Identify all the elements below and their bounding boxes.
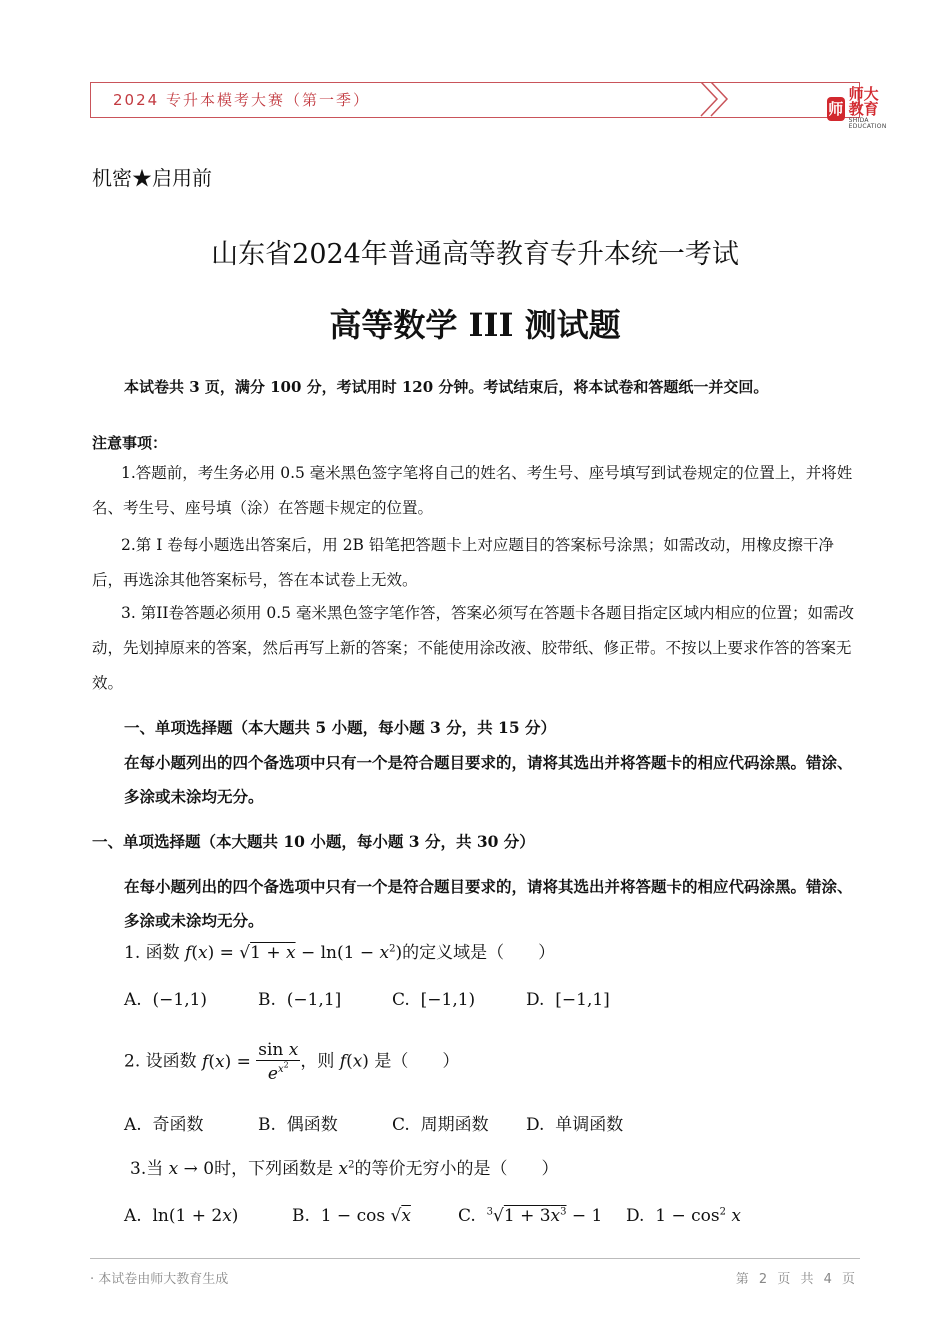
notes-heading: 注意事项： <box>92 434 168 452</box>
question-2-prefix: 2. 设函数 <box>124 1051 197 1072</box>
header-banner <box>90 82 887 130</box>
question-3-middle: 时，下列函数是 <box>214 1159 334 1179</box>
question-3-prefix: 3.当 <box>130 1159 164 1179</box>
question-2-suffix: 是（ ） <box>374 1051 460 1072</box>
q3-option-c[interactable]: C. $^3√1 + 3x^3 - 1$ <box>458 1206 603 1226</box>
note-item-1: 1.答题前，考生务必用 0.5 毫米黑色签字笔将自己的姓名、考生号、座号填写到试卷规定的位置上，并将姓名、考生号、座号填（涂）在答题卡规定的位置。 <box>92 464 853 517</box>
note-item-3: 3. 第II卷答题必须用 0.5 毫米黑色签字笔作答，答案必须写在答题卡各题目指定区域内相应的位置；如需改动，先划掉原来的答案，然后再写上新的答案；不能使用涂改液、胶带纸、修正带。不按以上要求作答的答案无效。 <box>92 604 854 692</box>
footer-left: · 本试卷由师大教育生成 <box>90 1272 229 1287</box>
page-number: 第 2 页 共 4 页 <box>735 1272 858 1287</box>
q3-option-a[interactable]: A. ln(1 + 2x) <box>124 1206 239 1226</box>
section-a-instruction: 在每小题列出的四个备选项中只有一个是符合题目要求的，请将其选出并将答题卡的相应代码涂黑。错涂、多涂或未涂均无分。 <box>124 753 853 806</box>
question-2-middle: ，则 <box>300 1051 335 1072</box>
footer-divider <box>90 1258 860 1259</box>
exam-title: 山东省2024年普通高等教育专升本统一考试 <box>211 239 739 270</box>
chevron-right-icon <box>699 82 739 118</box>
q2-option-d[interactable]: D. 单调函数 <box>526 1115 624 1135</box>
question-1-prefix: 1. 函数 <box>124 943 180 963</box>
question-3-formula: x → 0 <box>168 1159 215 1179</box>
q1-option-c[interactable]: C. [−1,1) <box>392 990 476 1010</box>
note-item-2: 2.第 I 卷每小题选出答案后，用 2B 铅笔把答题卡上对应题目的答案标号涂黑；如需改动，用橡皮擦干净后，再选涂其他答案标号，答在本试卷上无效。 <box>92 536 834 589</box>
q3-option-b[interactable]: B. 1 − cos √x <box>292 1206 411 1226</box>
question-3-formula-b: $x^2$ <box>338 1159 355 1179</box>
confidential-label: 机密★启用前 <box>92 166 212 190</box>
q1-option-a[interactable]: A. (−1,1) <box>124 990 208 1010</box>
question-1-formula: $f(x) = √1 + x - \ln(1 - x^2)$ <box>185 943 403 963</box>
paper-info: 本试卷共 3 页，满分 100 分，考试用时 120 分钟。考试结束后，将本试卷和答题纸一并交回。 <box>124 378 769 396</box>
brand-logo-icon: 师 <box>827 97 845 121</box>
q3-option-d[interactable]: D. $1 - \cos^2 x$ <box>626 1206 741 1226</box>
q2-option-b[interactable]: B. 偶函数 <box>258 1115 338 1135</box>
section-a-heading: 一、单项选择题（本大题共 5 小题，每小题 3 分，共 15 分） <box>124 718 557 737</box>
question-3-suffix: 的等价无穷小的是（ ） <box>354 1159 559 1179</box>
brand-name: 师大教育 <box>848 85 879 118</box>
question-2-formula: f(x) = $\frac{\text{sin x}}{e^{x^2}}$ <box>202 1040 299 1084</box>
question-2-formula-b: f(x) <box>339 1051 369 1072</box>
q1-option-b[interactable]: B. (−1,1] <box>258 990 342 1010</box>
question-3 <box>130 1154 558 1179</box>
q2-option-a[interactable]: A. 奇函数 <box>124 1115 204 1135</box>
section-b-heading: 一、单项选择题（本大题共 10 小题，每小题 3 分，共 30 分） <box>92 832 535 851</box>
section-b-instruction: 在每小题列出的四个备选项中只有一个是符合题目要求的，请将其选出并将答题卡的相应代码涂黑。错涂、多涂或未涂均无分。 <box>124 877 853 930</box>
question-1-suffix: 的定义域是（ ） <box>402 943 556 963</box>
brand-subtitle: SHIDA EDUCATION <box>848 117 887 130</box>
subject-title: 高等数学 III 测试题 <box>329 306 621 344</box>
question-1 <box>124 938 555 963</box>
brand <box>827 87 893 130</box>
header-title: 2024 专升本模考大赛（第一季） <box>113 91 370 109</box>
q1-option-d[interactable]: D. [−1,1] <box>526 990 610 1010</box>
q2-option-c[interactable]: C. 周期函数 <box>392 1115 489 1135</box>
question-2 <box>124 1040 459 1084</box>
